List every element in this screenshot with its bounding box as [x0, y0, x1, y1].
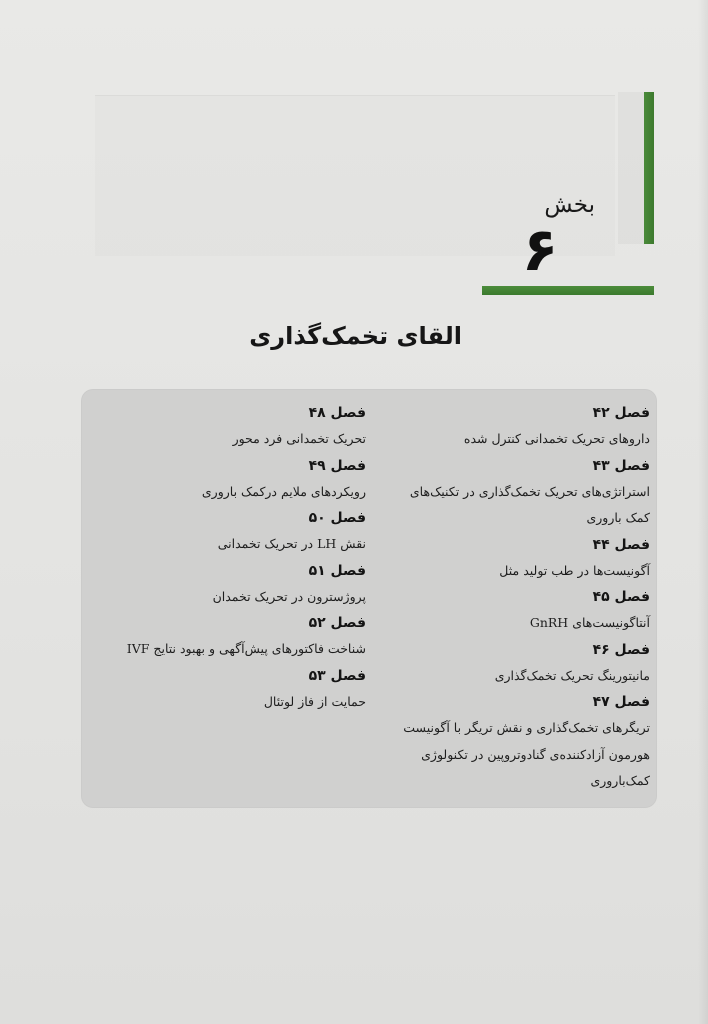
chapter-number: فصل ۴۵: [592, 589, 650, 605]
chapter-number: فصل ۴۹: [308, 457, 366, 474]
chapter-title: نقش LH در تحریک تخمدانی: [217, 536, 366, 551]
chapter-number: فصل ۵۳: [308, 667, 366, 684]
toc-entry[interactable]: [96, 453, 366, 506]
chapter-title: آنتاگونیست‌های GnRH: [529, 615, 650, 630]
chapter-number: فصل ۴۴: [592, 536, 650, 553]
toc-entry[interactable]: [96, 505, 366, 558]
part-label: بخش: [544, 192, 595, 218]
toc-entry[interactable]: [382, 584, 650, 637]
chapter-number: فصل ۵۱: [308, 562, 366, 579]
chapter-number: فصل ۵۰: [308, 510, 366, 526]
chapter-number: فصل ۴۲: [592, 405, 650, 421]
part-accent-bar-vertical: [644, 92, 654, 244]
chapter-title: آگونیست‌ها در طب تولید مثل: [499, 562, 650, 578]
chapter-title: مانیتورینگ تحریک تخمک‌گذاری: [494, 667, 650, 683]
toc-entry[interactable]: [382, 689, 650, 795]
toc-entry[interactable]: [96, 610, 366, 663]
part-bar-shade: [618, 92, 644, 244]
chapter-title: تحریک تخمدانی فرد محور: [232, 431, 366, 446]
chapter-title: داروهای تحریک تخمدانی کنترل شده: [463, 431, 650, 446]
chapter-number: فصل ۴۷: [592, 694, 650, 710]
chapter-title: حمایت از فاز لوتئال: [263, 693, 366, 709]
toc-entry[interactable]: [382, 453, 650, 532]
toc-entry[interactable]: [96, 558, 366, 611]
chapter-number: فصل ۵۲: [308, 615, 366, 631]
chapter-title: تریگرهای تخمک‌گذاری و نقش تریگر با آگونیست هورمون آزادکننده‌ی گنادوتروپین در تکنولوژی کمک‌باروری: [403, 720, 650, 788]
chapter-number: فصل ۴۶: [592, 641, 650, 658]
part-number: ۶: [521, 215, 559, 285]
chapter-number: فصل ۴۳: [592, 457, 650, 474]
chapter-title: استراتژی‌های تحریک تخمک‌گذاری در تکنیک‌های کمک باروری: [409, 483, 650, 525]
toc-entry[interactable]: [96, 663, 366, 716]
chapter-title: رویکردهای ملایم درکمک باروری: [201, 483, 366, 499]
page-fold-shadow: [698, 0, 708, 1024]
toc-entry[interactable]: [382, 637, 650, 690]
chapter-number: فصل ۴۸: [308, 405, 366, 421]
part-title: القای تخمک‌گذاری: [249, 322, 462, 350]
toc-entry[interactable]: [382, 532, 650, 585]
toc-column-right: [382, 400, 650, 795]
toc-column-left: [96, 400, 366, 715]
toc-entry[interactable]: [382, 400, 650, 453]
chapter-title: پروژسترون در تحریک تخمدان: [212, 588, 366, 604]
chapter-title: شناخت فاکتورهای پیش‌آگهی و بهبود نتایج IVF: [126, 641, 366, 656]
toc-entry[interactable]: [96, 400, 366, 453]
